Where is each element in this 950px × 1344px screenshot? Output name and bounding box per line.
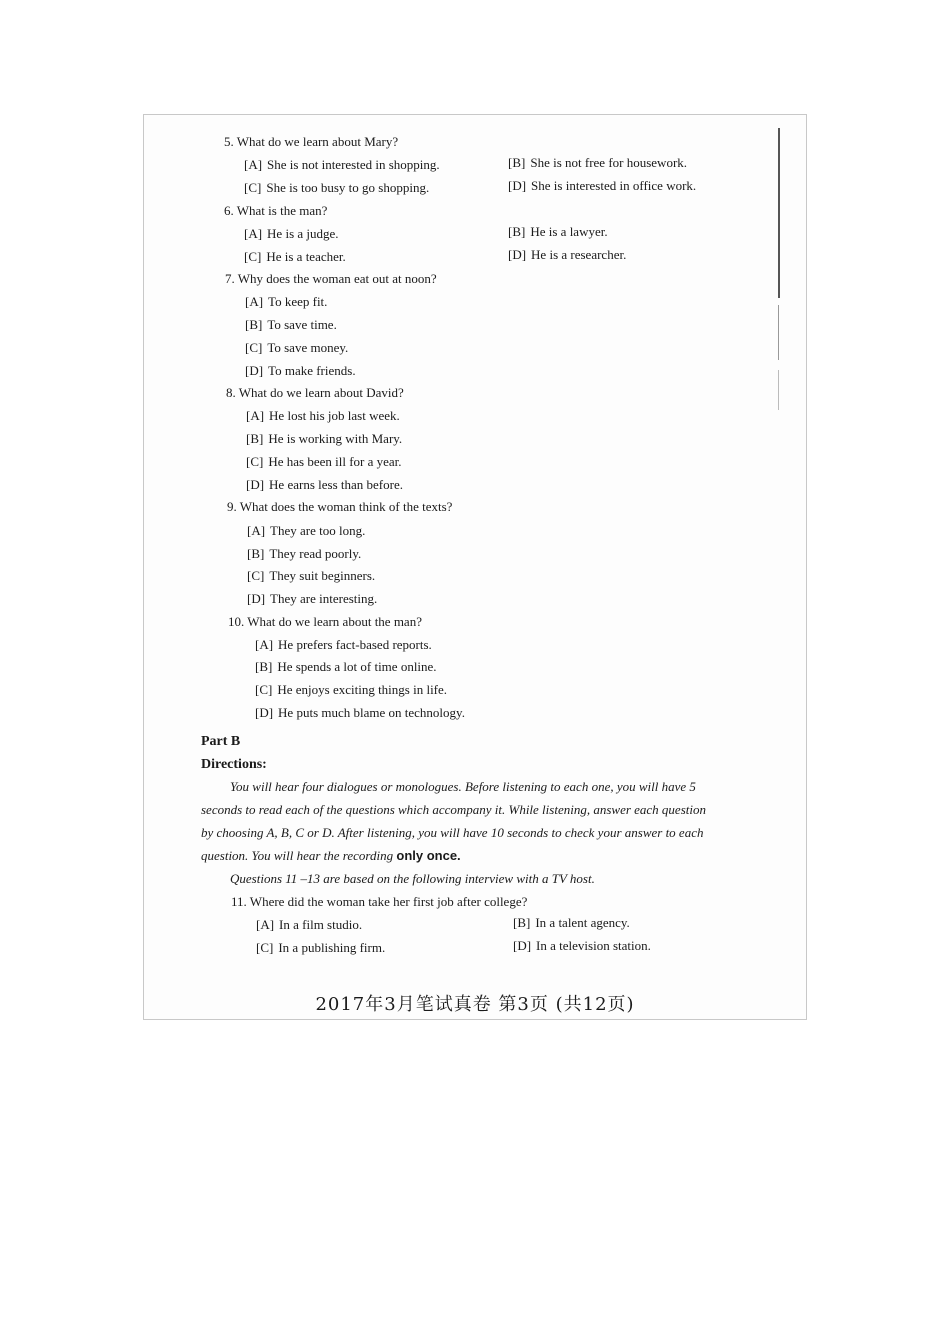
option-9b: [B] They read poorly. [247, 546, 362, 561]
questions-intro: Questions 11 –13 are based on the following interview with a TV host. [230, 871, 595, 886]
option-8a: [A] He lost his job last week. [246, 408, 400, 423]
question-11: 11. Where did the woman take her first job after college? [231, 894, 528, 909]
question-7: 7. Why does the woman eat out at noon? [225, 271, 437, 286]
question-9: 9. What does the woman think of the texts? [227, 499, 453, 514]
option-11b: [B] In a talent agency. [513, 915, 630, 930]
option-6c: [C] He is a teacher. [244, 249, 346, 264]
option-6b: [B] He is a lawyer. [508, 224, 608, 239]
question-10: 10. What do we learn about the man? [228, 614, 422, 629]
option-10b: [B] He spends a lot of time online. [255, 659, 437, 674]
option-8c: [C] He has been ill for a year. [246, 454, 402, 469]
section-title: Part B [201, 734, 241, 749]
directions-line-4: question. You will hear the recording only once. [201, 848, 461, 863]
directions-line-2: seconds to read each of the questions which accompany it. While listening, answer each question [201, 802, 706, 817]
option-5d: [D] She is interested in office work. [508, 178, 697, 193]
option-9d: [D] They are interesting. [247, 591, 378, 606]
option-7a: [A] To keep fit. [245, 294, 328, 309]
option-10d: [D] He puts much blame on technology. [255, 705, 465, 720]
option-6d: [D] He is a researcher. [508, 247, 627, 262]
option-8d: [D] He earns less than before. [246, 477, 403, 492]
question-6: 6. What is the man? [224, 203, 328, 218]
option-7d: [D] To make friends. [245, 363, 356, 378]
emphasis-text: only once. [396, 848, 461, 863]
option-5b: [B] She is not free for housework. [508, 155, 688, 170]
option-5c: [C] She is too busy to go shopping. [244, 180, 430, 195]
option-11a: [A] In a film studio. [256, 917, 363, 932]
page-footer: 2017年3月笔试真卷 第3页 (共12页) [315, 994, 635, 1015]
option-5a: [A] She is not interested in shopping. [244, 157, 440, 172]
directions-line-3: by choosing A, B, C or D. After listening, you will have 10 seconds to check your answer to each [201, 825, 704, 840]
option-7b: [B] To save time. [245, 317, 337, 332]
option-11d: [D] In a television station. [513, 938, 651, 953]
option-10c: [C] He enjoys exciting things in life. [255, 682, 448, 697]
margin-line [778, 370, 779, 410]
margin-line [778, 128, 780, 298]
option-9a: [A] They are too long. [247, 523, 366, 538]
margin-line [778, 305, 779, 360]
option-8b: [B] He is working with Mary. [246, 431, 403, 446]
directions-line-1: You will hear four dialogues or monologues. Before listening to each one, you will have 5 [230, 779, 696, 794]
option-6a: [A] He is a judge. [244, 226, 339, 241]
option-11c: [C] In a publishing firm. [256, 940, 386, 955]
question-8: 8. What do we learn about David? [226, 385, 404, 400]
option-10a: [A] He prefers fact-based reports. [255, 637, 432, 652]
option-7c: [C] To save money. [245, 340, 349, 355]
option-9c: [C] They suit beginners. [247, 568, 376, 583]
directions-label: Directions: [201, 757, 267, 772]
question-5: 5. What do we learn about Mary? [224, 134, 399, 149]
